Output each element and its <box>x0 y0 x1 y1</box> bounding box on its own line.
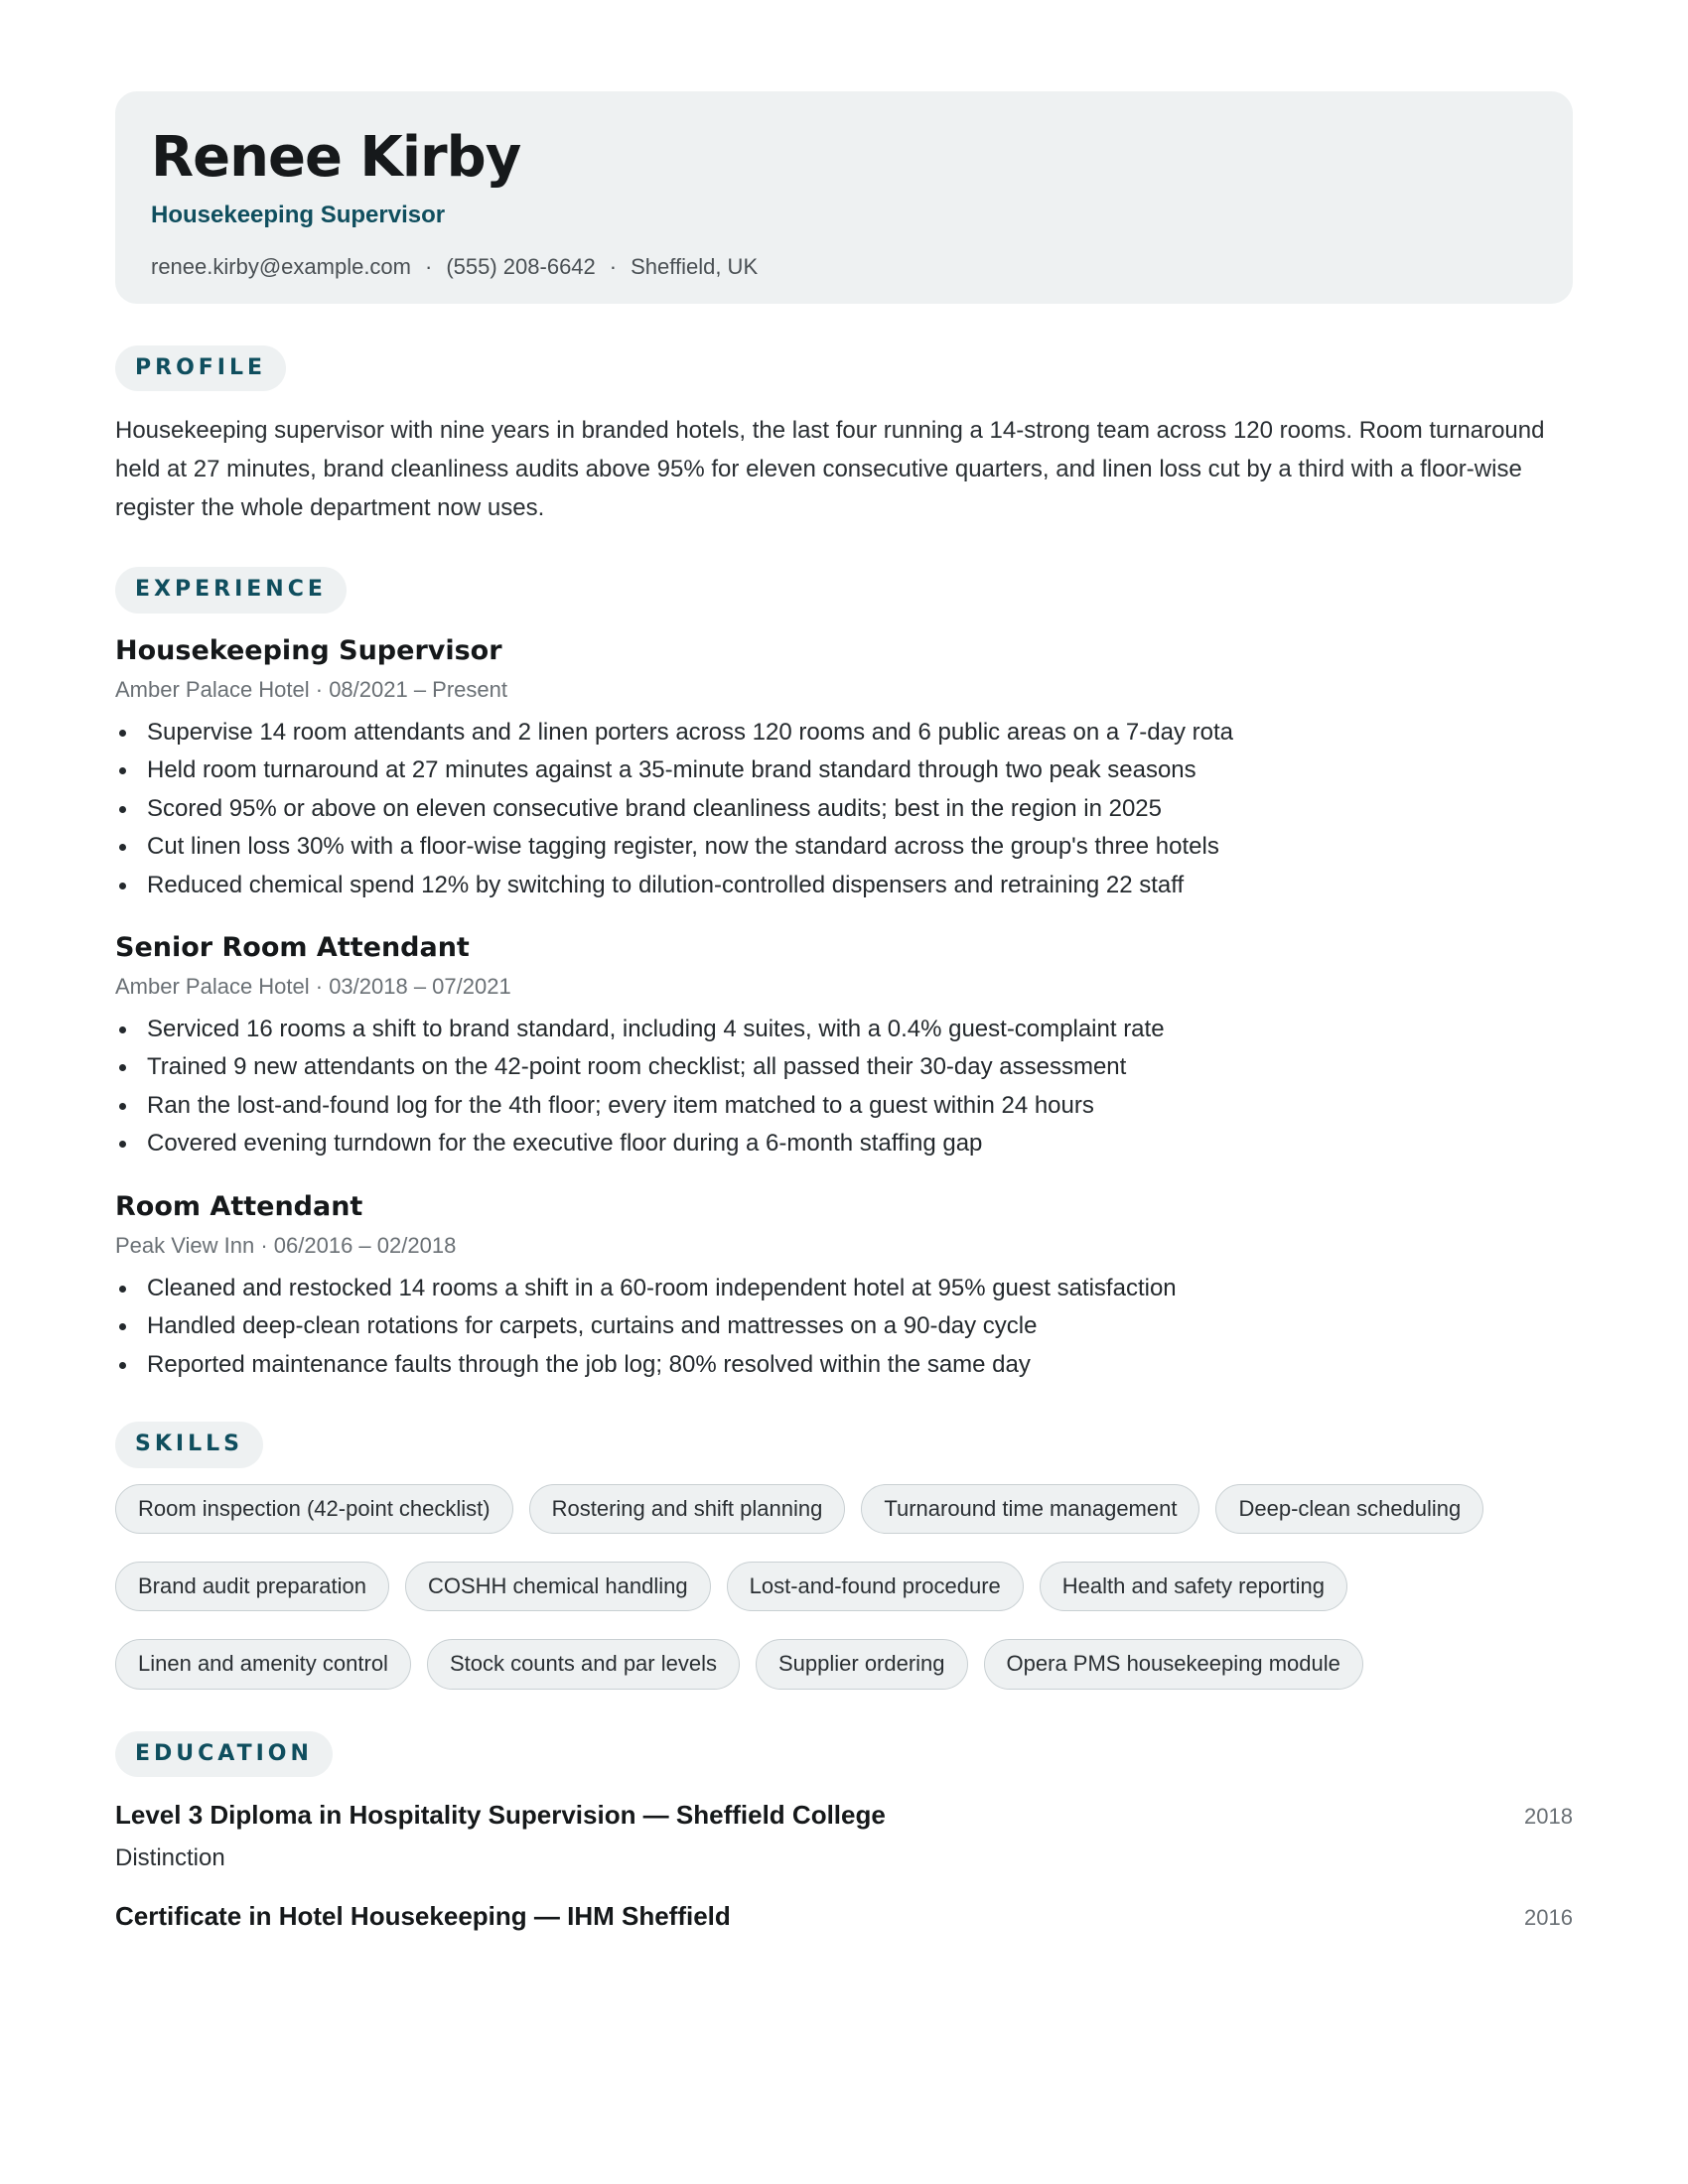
education-section <box>115 1731 1573 1934</box>
job-bullet: Supervise 14 room attendants and 2 linen porters across 120 rooms and 6 public areas on a 7-day rota <box>115 714 1573 752</box>
job-bullet: Trained 9 new attendants on the 42-point room checklist; all passed their 30-day assessment <box>115 1048 1573 1087</box>
education-title: Certificate in Hotel Housekeeping — IHM Sheffield <box>115 1900 731 1931</box>
skill-chip: Deep-clean scheduling <box>1215 1484 1483 1534</box>
job-bullet: Reduced chemical spend 12% by switching to dilution-controlled dispensers and retraining 22 staff <box>115 867 1573 905</box>
contact-email: renee.kirby@example.com <box>151 253 411 279</box>
job-bullet: Reported maintenance faults through the job log; 80% resolved within the same day <box>115 1346 1573 1385</box>
job-title: Housekeeping Supervisor <box>115 634 502 666</box>
job-entry <box>115 1191 1573 1384</box>
header-card <box>115 91 1573 304</box>
contact-location: Sheffield, UK <box>631 253 759 279</box>
education-note: Distinction <box>115 1843 225 1871</box>
job-bullet: Cleaned and restocked 14 rooms a shift in a 60-room independent hotel at 95% guest satisfaction <box>115 1270 1573 1308</box>
candidate-role: Housekeeping Supervisor <box>151 201 446 228</box>
job-bullet: Ran the lost-and-found log for the 4th floor; every item matched to a guest within 24 hours <box>115 1087 1573 1126</box>
job-meta: Amber Palace Hotel · 08/2021 – Present <box>115 677 508 703</box>
job-meta: Peak View Inn · 06/2016 – 02/2018 <box>115 1233 457 1259</box>
job-bullets <box>115 714 1573 905</box>
contact-line <box>151 254 1537 280</box>
education-entry <box>115 1900 1573 1934</box>
skill-chip: Lost-and-found procedure <box>727 1562 1024 1611</box>
education-title: Level 3 Diploma in Hospitality Supervision — Sheffield College <box>115 1800 886 1831</box>
skill-chip: Supplier ordering <box>756 1639 968 1689</box>
skills-section <box>115 1422 1573 1690</box>
skill-chip: Health and safety reporting <box>1040 1562 1347 1611</box>
contact-phone: (555) 208-6642 <box>446 253 596 279</box>
job-bullet: Handled deep-clean rotations for carpets, curtains and mattresses on a 90-day cycle <box>115 1307 1573 1346</box>
education-year: 2016 <box>1524 1904 1573 1930</box>
job-entry <box>115 932 1573 1163</box>
job-bullet: Covered evening turndown for the executive floor during a 6-month staffing gap <box>115 1125 1573 1163</box>
job-entry <box>115 635 1573 904</box>
section-heading-experience: EXPERIENCE <box>115 567 347 613</box>
skill-chip: Rostering and shift planning <box>529 1484 846 1534</box>
skill-chip: Room inspection (42-point checklist) <box>115 1484 513 1534</box>
section-heading-skills: SKILLS <box>115 1422 263 1467</box>
skills-list <box>115 1484 1573 1690</box>
education-row <box>115 1799 1573 1833</box>
job-bullet: Serviced 16 rooms a shift to brand standard, including 4 suites, with a 0.4% guest-complaint rate <box>115 1011 1573 1049</box>
job-bullets <box>115 1011 1573 1163</box>
job-bullet: Scored 95% or above on eleven consecutive brand cleanliness audits; best in the region in 2025 <box>115 790 1573 829</box>
contact-separator: · <box>425 253 433 279</box>
job-title: Room Attendant <box>115 1190 363 1222</box>
profile-summary: Housekeeping supervisor with nine years in branded hotels, the last four running a 14-strong team across 120 rooms. Room turnaround held at 27 minutes, brand cleanliness audits above 95% for eleven consecutive quarters, and linen loss cut by a third with a floor-wise register the whole department now uses. <box>115 417 1545 522</box>
job-meta: Amber Palace Hotel · 03/2018 – 07/2021 <box>115 974 511 1000</box>
skill-chip: Turnaround time management <box>861 1484 1199 1534</box>
candidate-name: Renee Kirby <box>151 125 521 190</box>
job-bullet: Held room turnaround at 27 minutes against a 35-minute brand standard through two peak seasons <box>115 751 1573 790</box>
section-heading-profile: PROFILE <box>115 345 286 391</box>
skill-chip: Stock counts and par levels <box>427 1639 740 1689</box>
experience-section <box>115 567 1573 1384</box>
section-heading-education: EDUCATION <box>115 1731 333 1777</box>
education-entry <box>115 1799 1573 1872</box>
job-bullet: Cut linen loss 30% with a floor-wise tagging register, now the standard across the group's three hotels <box>115 828 1573 867</box>
skill-chip: Opera PMS housekeeping module <box>984 1639 1363 1689</box>
education-year: 2018 <box>1524 1804 1573 1830</box>
job-title: Senior Room Attendant <box>115 932 470 964</box>
contact-separator: · <box>609 253 618 279</box>
job-bullets <box>115 1270 1573 1385</box>
education-row <box>115 1900 1573 1934</box>
skill-chip: Linen and amenity control <box>115 1639 411 1689</box>
profile-section <box>115 345 1573 527</box>
skill-chip: COSHH chemical handling <box>405 1562 711 1611</box>
skill-chip: Brand audit preparation <box>115 1562 389 1611</box>
